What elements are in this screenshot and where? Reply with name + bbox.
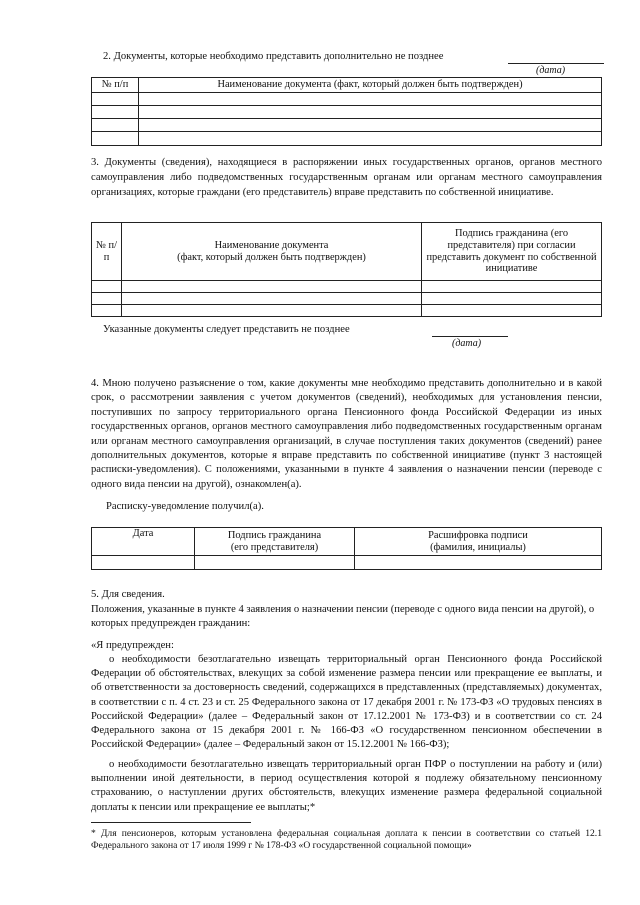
section4-paragraph: 4. Мною получено разъяснение о том, какие документы мне необходимо представить дополнительно и в какой срок, о рассмотрении заявления с учетом документов (сведений), необходимых для установления пенсии, поступивших по запросу территориального органа Пенсионного фонда Российской Федерации из иных государственных органов, органов местного самоуправления либо подведомственных государственным органам или органам местного самоуправления организаций, в случае поступления таких документов (сведений) ранее дополнительных документов, которые я вправе представить по собственной инициативе (пункт 3 настоящей расписки-уведомления). С положениями, указанными в пункте 4 заявления о назначении пенсии (переводе с одного вида пенсии на другой), ознакомлен(а).	[91, 378, 602, 490]
footnote-text: * Для пенсионеров, которым установлена федеральная социальная доплата к пенсии в соответствии со статьей 12.1 Федерального закона от 17 июля 1999 г № 178-ФЗ «О государственной социальной помощи»	[91, 828, 602, 851]
section2-table	[91, 77, 602, 146]
section2-heading: 2. Документы, которые необходимо представить дополнительно не позднее	[103, 51, 444, 62]
col-header-decode-line1: Расшифровка подписи	[428, 529, 528, 541]
col-header-decoding	[355, 528, 602, 556]
section5-heading: 5. Для сведения.	[91, 589, 165, 600]
section5-warned: «Я предупрежден:	[91, 640, 174, 651]
section4-receipt: Расписку-уведомление получил(а).	[106, 501, 264, 512]
section4-signature-table	[91, 527, 602, 570]
col-header-sign-line2: (его представителя)	[230, 541, 319, 553]
table-row	[92, 293, 602, 305]
table-row	[92, 132, 602, 146]
col-header-document-name	[122, 223, 422, 281]
col-header-document-name: Наименование документа (факт, который должен быть подтвержден)	[139, 78, 602, 93]
table-row	[92, 305, 602, 317]
section3-date-caption: (дата)	[452, 338, 482, 349]
col-header-sign-line1: Подпись гражданина	[227, 529, 322, 541]
col-header-number: № п/п	[92, 223, 122, 281]
col-header-name-line1: Наименование документа	[214, 239, 329, 251]
section3-deadline: Указанные документы следует представить не позднее	[103, 324, 350, 335]
section2-date-caption: (дата)	[536, 65, 566, 76]
col-header-name-line2: (факт, который должен быть подтвержден)	[177, 251, 366, 263]
footnote-separator	[91, 822, 251, 823]
col-header-signature: Подпись гражданина (его представителя) при согласии представить документ по собственной инициативе	[422, 223, 602, 281]
table-row	[92, 281, 602, 293]
col-header-date: Дата	[92, 528, 195, 556]
section3-table	[91, 222, 602, 317]
table-row	[92, 119, 602, 132]
section5-item-2: о необходимости безотлагательно извещать территориальный орган ПФР о поступлении на работу и (или) выполнении иной деятельности, в период осуществления которой я подлежу обязательному пенсионному страхованию, о наступлении других обстоятельств, влекущих изменение размера федеральной социальной доплаты к пенсии или прекращение ее выплаты;*	[91, 759, 602, 813]
section5-intro: Положения, указанные в пункте 4 заявления о назначении пенсии (переводе с одного вида пенсии на другой), о которых предупрежден гражданин:	[91, 604, 595, 630]
table-row	[92, 93, 602, 106]
col-header-number: № п/п	[92, 78, 139, 93]
table-row	[92, 556, 602, 570]
table-row	[92, 106, 602, 119]
section3-paragraph: 3. Документы (сведения), находящиеся в распоряжении иных государственных органов, органов местного самоуправления либо подведомственных государственным органам или органам местного самоуправления организациях, которые граждани (его представитель) вправе представить по собственной инициативе.	[91, 157, 602, 198]
section5-item-1: о необходимости безотлагательно извещать территориальный орган Пенсионного фонда Российской Федерации об обстоятельствах, влекущих за собой изменение размера пенсии или прекращение ее выплаты, и об ответственности за достоверность сведений, содержащихся в представленных (представляемых) документах, в соответствии с п. 4 ст. 23 и ст. 25 Федерального закона от 17 декабря 2001 г. № 173-ФЗ «О трудовых пенсиях в Российской Федерации» (далее – Федеральный закон от 17.12.2001 № 173-ФЗ) и в соответствии со ст. 24 Федерального закона от 15 декабря 2001 г. № 166-ФЗ «О государственном пенсионном обеспечении в Российской Федерации» (далее – Федеральный закон от 15.12.2001 № 166-ФЗ);	[91, 654, 602, 751]
col-header-decode-line2: (фамилия, инициалы)	[430, 541, 526, 553]
col-header-signature	[195, 528, 355, 556]
